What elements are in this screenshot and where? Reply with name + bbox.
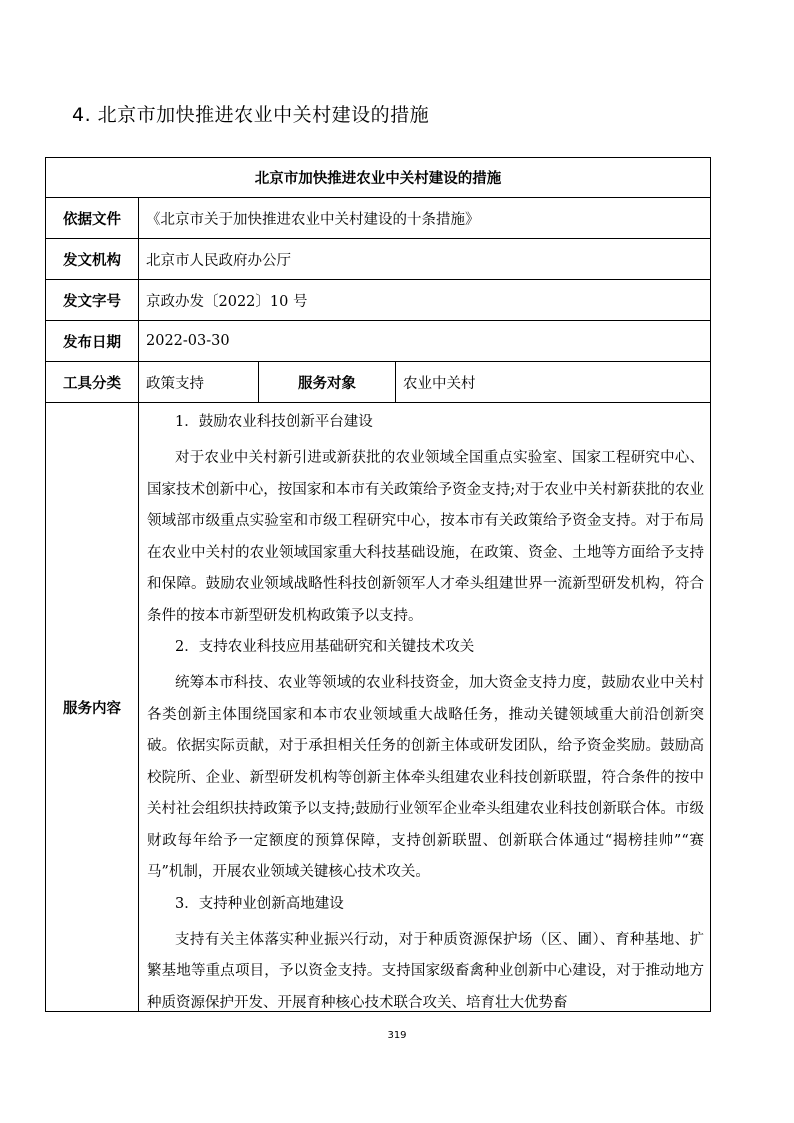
row-label-basis: 依据文件: [46, 198, 139, 239]
content-item-text: 支持有关主体落实种业振兴行动，对于种质资源保护场（区、圃）、育种基地、扩繁基地等重点项目，予以资金支持。支持国家级畜禽种业创新中心建设，对于推动地方种质资源保护开发、开展育种核心技术联合攻关、培育壮大优势畜: [147, 931, 704, 1011]
section-title: 4. 北京市加快推进农业中关村建设的措施: [72, 104, 430, 126]
row-label-doc-number: 发文字号: [46, 280, 139, 321]
row-value-service-target: 农业中关村: [396, 362, 711, 403]
table-row: [46, 362, 711, 403]
table-row: [46, 280, 711, 321]
table-row: [46, 403, 711, 1012]
table-header: 北京市加快推进农业中关村建设的措施: [46, 158, 711, 198]
service-content-body: [147, 403, 704, 1011]
content-item-text: 统筹本市科技、农业等领域的农业科技资金，加大资金支持力度，鼓励农业中关村各类创新主体围绕国家和本市农业领域重大战略任务，推动关键领域重大前沿创新突破。依据实际贡献，对于承担相关任务的创新主体或研发团队，给予资金奖励。鼓励高校院所、企业、新型研发机构等创新主体牵头组建农业科技创新联盟，符合条件的按中关村社会组织扶持政策予以支持;鼓励行业领军企业牵头组建农业科技创新联合体。市级财政每年给予一定额度的预算保障，支持创新联盟、创新联合体通过“揭榜挂帅”“赛马”机制，开展农业领域关键核心技术攻关。: [147, 675, 704, 880]
table-header-row: [46, 158, 711, 198]
row-value-issuer: 北京市人民政府办公厅: [139, 239, 711, 280]
row-label-issuer: 发文机构: [46, 239, 139, 280]
row-label-service-content: 服务内容: [46, 403, 139, 1012]
row-value-basis: 《北京市关于加快推进农业中关村建设的十条措施》: [139, 198, 711, 239]
row-label-tool-category: 工具分类: [46, 362, 139, 403]
content-item-heading: 1．鼓励农业科技创新平台建设: [175, 414, 373, 430]
row-value-tool-category: 政策支持: [139, 362, 259, 403]
content-item-heading: 2．支持农业科技应用基础研究和关键技术攻关: [175, 639, 475, 655]
row-value-doc-number: 京政办发〔2022〕10 号: [139, 280, 711, 321]
row-value-date: 2022-03-30: [139, 321, 711, 362]
page-number: 319: [387, 1030, 407, 1041]
content-item-heading: 3．支持种业创新高地建设: [175, 895, 344, 912]
policy-table: [45, 157, 711, 1012]
service-content-cell: [139, 403, 711, 1012]
table-row: [46, 321, 711, 362]
content-item-text: 对于农业中关村新引进或新获批的农业领域全国重点实验室、国家工程研究中心、国家技术创新中心，按国家和本市有关政策给予资金支持;对于农业中关村新获批的农业领域部市级重点实验室和市级工程研究中心，按本市有关政策给予资金支持。对于布局在农业中关村的农业领域国家重大科技基础设施，在政策、资金、土地等方面给予支持和保障。鼓励农业领域战略性科技创新领军人才牵头组建世界一流新型研发机构，符合条件的按本市新型研发机构政策予以支持。: [147, 450, 704, 624]
table-row: [46, 239, 711, 280]
row-label-date: 发布日期: [46, 321, 139, 362]
table-row: [46, 198, 711, 239]
row-label-service-target: 服务对象: [259, 362, 396, 403]
